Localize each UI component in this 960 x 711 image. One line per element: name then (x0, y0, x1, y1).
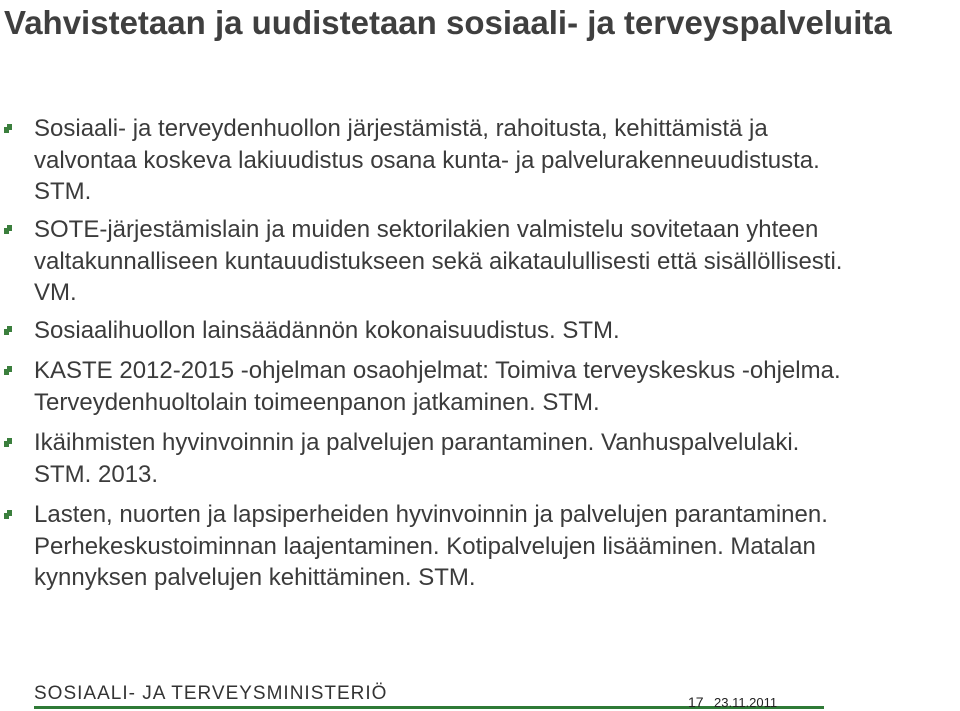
bullet-text: SOTE-järjestämislain ja muiden sektorilakien valmistelu sovitetaan yhteen valtakunnalliseen kuntauudistukseen sekä aikataulullisesti että sisällöllisesti. VM. (34, 216, 843, 306)
square-bullet-icon (4, 510, 12, 519)
bullet-text: KASTE 2012-2015 -ohjelman osaohjelmat: Toimiva terveyskeskus -ohjelma. Terveydenhuoltolain toimeenpanon jatkaminen. STM. (34, 357, 841, 416)
bullet-item (34, 214, 854, 309)
square-bullet-icon (4, 225, 12, 234)
slide-date: 23.11.2011 (714, 695, 778, 710)
slide-number: 17 (688, 694, 704, 710)
bullet-text: Lasten, nuorten ja lapsiperheiden hyvinvoinnin ja palvelujen parantaminen. Perhekeskustoiminnan laajentaminen. Kotipalvelujen lisääminen. Matalan kynnyksen palvelujen kehittäminen. STM. (34, 501, 828, 591)
square-bullet-icon (4, 326, 12, 335)
square-bullet-icon (4, 124, 12, 133)
bullet-text: Sosiaalihuollon lainsäädännön kokonaisuudistus. STM. (34, 317, 620, 344)
slide-title: Vahvistetaan ja uudistetaan sosiaali- ja terveyspalveluita (4, 4, 892, 41)
square-bullet-icon (4, 438, 12, 447)
bullet-item (34, 499, 854, 594)
bullet-item (34, 315, 854, 347)
square-bullet-icon (4, 366, 12, 375)
bullet-text: Sosiaali- ja terveydenhuollon järjestämistä, rahoitusta, kehittämistä ja valvontaa koskeva lakiuudistus osana kunta- ja palvelurakenneuudistusta. STM. (34, 115, 820, 205)
bullet-item (34, 355, 854, 418)
footer-divider (34, 706, 824, 709)
bullet-text: Ikäihmisten hyvinvoinnin ja palvelujen parantaminen. Vanhuspalvelulaki. STM. 2013. (34, 429, 800, 488)
bullet-item (34, 113, 854, 208)
bullet-item (34, 427, 854, 490)
ministry-logo: SOSIAALI- JA TERVEYSMINISTERIÖ (34, 683, 388, 704)
